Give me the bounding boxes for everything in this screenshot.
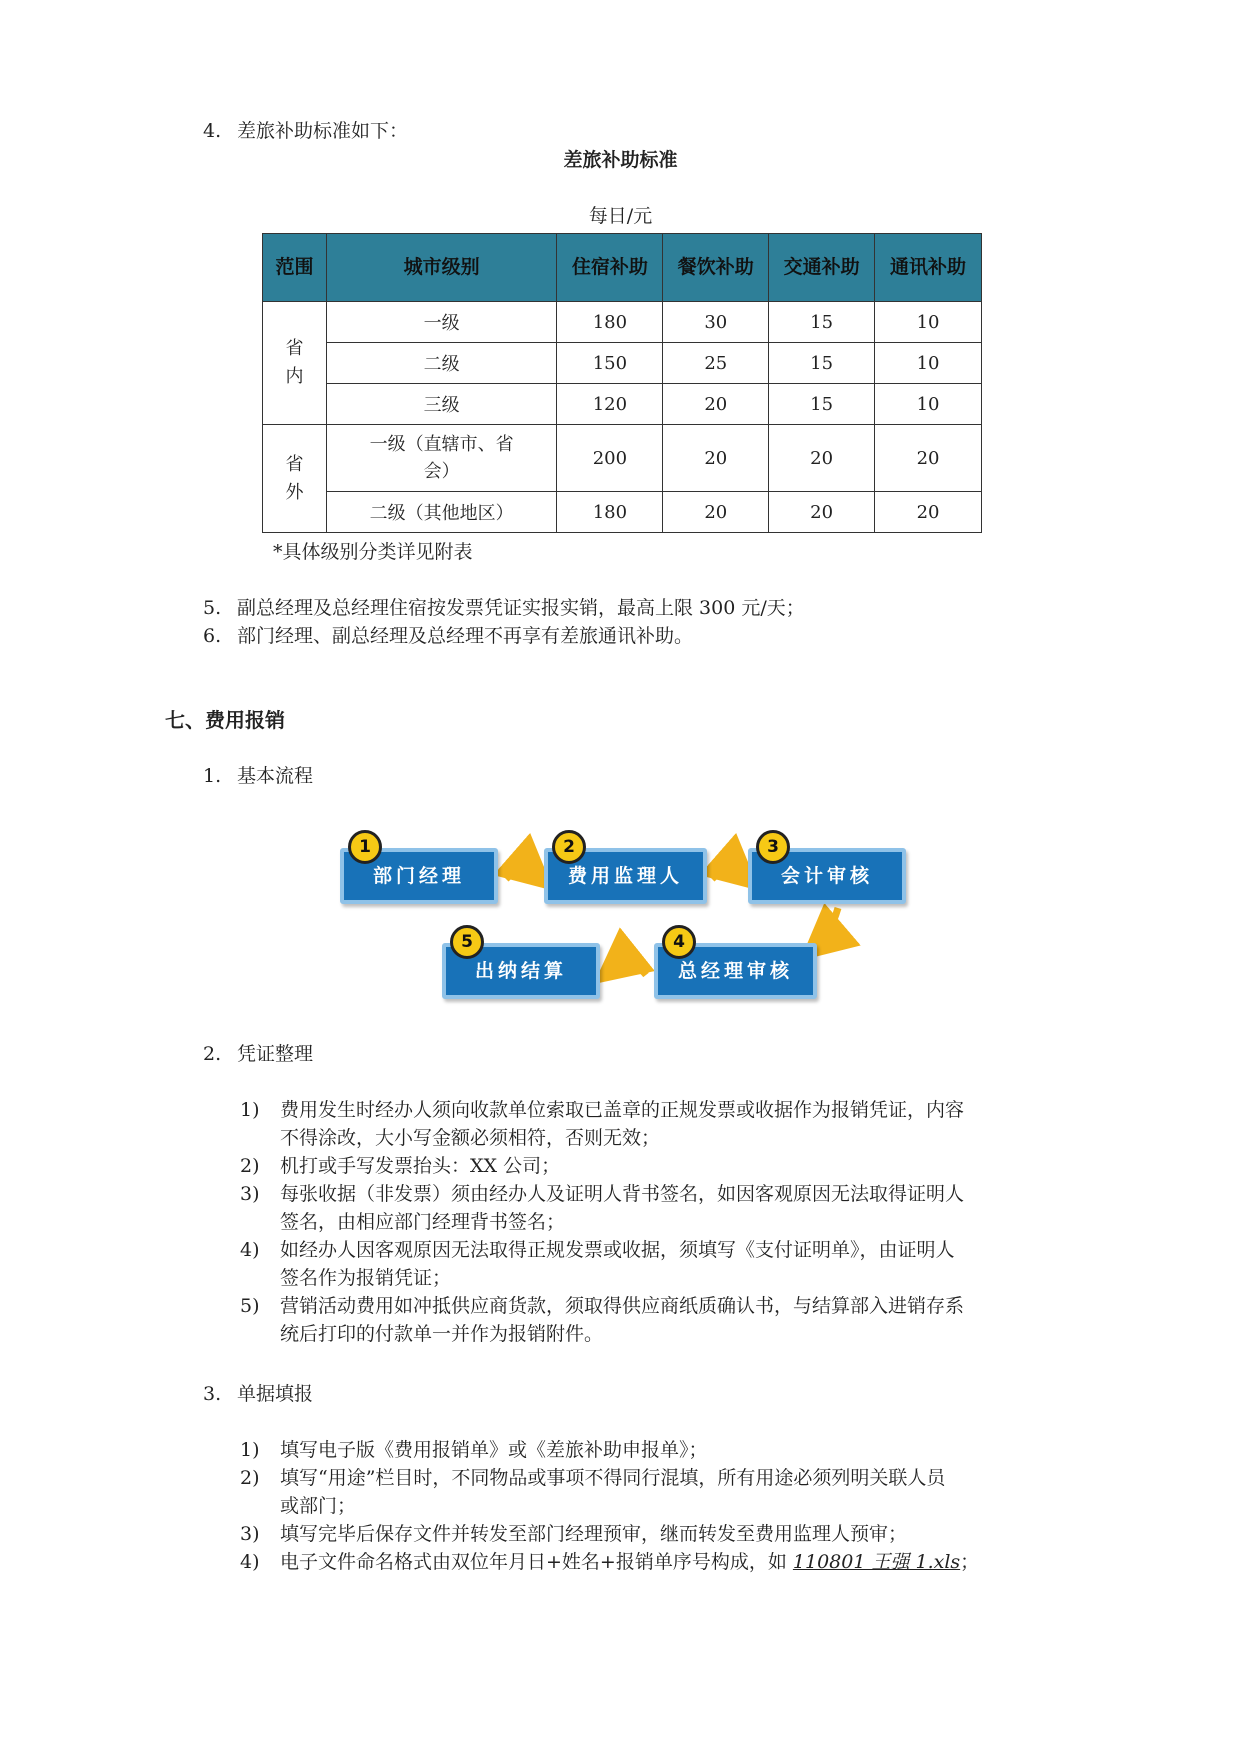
- value-cell: 180: [557, 492, 663, 533]
- value-cell: 15: [769, 343, 875, 384]
- value-cell: 10: [875, 384, 982, 425]
- value-cell: 20: [875, 492, 982, 533]
- list-item: 2) 填写“用途”栏目时，不同物品或事项不得同行混填，所有用途必须列明关联人员: [240, 1467, 946, 1489]
- subsection-3: [203, 1380, 313, 1408]
- table-header-row: [263, 234, 982, 302]
- scope-cell: 省内: [263, 302, 327, 425]
- sub3-list: [240, 1436, 979, 1576]
- header-cell: 住宿补助: [557, 234, 663, 302]
- process-flow-diagram: [330, 825, 930, 1015]
- value-cell: 120: [557, 384, 663, 425]
- list-text: 差旅补助标准如下：: [237, 120, 409, 142]
- list-item-cont: 不得涂改，大小写金额必须相符，否则无效；: [280, 1127, 661, 1149]
- value-cell: 20: [663, 425, 769, 492]
- arrow-icon: [610, 964, 646, 975]
- value-cell: 20: [875, 425, 982, 492]
- value-cell: 20: [663, 384, 769, 425]
- scope-cell: 省外: [263, 425, 327, 533]
- flow-step-expense-supervisor: 费用监理人: [544, 848, 707, 904]
- list-item-4: [203, 117, 408, 145]
- header-cell: 通讯补助: [875, 234, 982, 302]
- list-number: 4.: [203, 120, 222, 142]
- header-cell: 交通补助: [769, 234, 875, 302]
- list-item: 5) 营销活动费用如冲抵供应商货款，须取得供应商纸质确认书，与结算部入进销存系: [240, 1295, 965, 1317]
- level-cell: 二级: [326, 343, 557, 384]
- value-cell: 30: [663, 302, 769, 343]
- value-cell: 15: [769, 384, 875, 425]
- value-cell: 150: [557, 343, 663, 384]
- list-item-5: [203, 594, 805, 622]
- table-row: [263, 384, 982, 425]
- list-item-cont: 或部门；: [280, 1495, 357, 1517]
- flow-step-accounting-review: 会计审核: [748, 848, 906, 904]
- list-item-cont: 签名，由相应部门经理背书签名；: [280, 1211, 566, 1233]
- table-unit: 每日/元: [588, 205, 653, 227]
- list-item: 4) 如经办人因客观原因无法取得正规发票或收据，须填写《支付证明单》，由证明人: [240, 1239, 955, 1261]
- table-row: [263, 425, 982, 492]
- sub2-list: [240, 1096, 964, 1348]
- table-title: 差旅补助标准: [563, 149, 678, 171]
- step-number-badge: 3: [756, 830, 790, 864]
- flow-step-dept-manager: 部门经理: [340, 848, 498, 904]
- step-number-badge: 1: [348, 830, 382, 864]
- list-item: 4) 电子文件命名格式由双位年月日+姓名+报销单序号构成，如 110801 王强 1.xls；: [240, 1551, 980, 1573]
- arrow-icon: [816, 908, 838, 947]
- list-number: 5.: [203, 597, 222, 619]
- list-item-6: [203, 622, 693, 650]
- level-cell: 三级: [326, 384, 557, 425]
- flow-step-gm-review: 总经理审核: [654, 943, 817, 999]
- value-cell: 10: [875, 343, 982, 384]
- value-cell: 200: [557, 425, 663, 492]
- filename-example: 110801 王强 1.xls: [792, 1551, 961, 1573]
- step-number-badge: 4: [662, 925, 696, 959]
- subsection-2: [203, 1040, 313, 1068]
- list-item-cont: 统后打印的付款单一并作为报销附件。: [280, 1323, 604, 1345]
- flow-step-cashier-settlement: 出纳结算: [442, 943, 600, 999]
- header-cell: 餐饮补助: [663, 234, 769, 302]
- table-row: [263, 343, 982, 384]
- level-cell: 一级（直辖市、省会）: [326, 425, 557, 492]
- list-number: 2.: [203, 1043, 222, 1065]
- table-note: *具体级别分类详见附表: [273, 541, 473, 563]
- list-text: 凭证整理: [237, 1043, 314, 1065]
- table-row: [263, 492, 982, 533]
- list-number: 6.: [203, 625, 222, 647]
- step-number-badge: 5: [450, 925, 484, 959]
- list-text: 基本流程: [237, 765, 314, 787]
- header-cell: 范围: [263, 234, 327, 302]
- value-cell: 25: [663, 343, 769, 384]
- arrow-icon: [506, 870, 538, 879]
- list-item-cont: 签名作为报销凭证；: [280, 1267, 452, 1289]
- level-cell: 一级: [326, 302, 557, 343]
- section-heading: 七、费用报销: [165, 708, 285, 732]
- arrow-icon: [712, 870, 744, 879]
- value-cell: 20: [663, 492, 769, 533]
- list-text: 部门经理、副总经理及总经理不再享有差旅通讯补助。: [237, 625, 694, 647]
- list-item: 3) 每张收据（非发票）须由经办人及证明人背书签名，如因客观原因无法取得证明人: [240, 1183, 965, 1205]
- list-item: 1) 填写电子版《费用报销单》或《差旅补助申报单》；: [240, 1439, 708, 1461]
- value-cell: 20: [769, 425, 875, 492]
- step-number-badge: 2: [552, 830, 586, 864]
- list-text: 单据填报: [237, 1383, 314, 1405]
- list-number: 1.: [203, 765, 222, 787]
- value-cell: 15: [769, 302, 875, 343]
- list-item: 2) 机打或手写发票抬头：XX 公司；: [240, 1155, 561, 1177]
- level-cell: 二级（其他地区）: [326, 492, 557, 533]
- list-item: 3) 填写完毕后保存文件并转发至部门经理预审，继而转发至费用监理人预审；: [240, 1523, 908, 1545]
- header-cell: 城市级别: [326, 234, 557, 302]
- list-item: 1) 费用发生时经办人须向收款单位索取已盖章的正规发票或收据作为报销凭证，内容: [240, 1099, 965, 1121]
- list-text: 副总经理及总经理住宿按发票凭证实报实销，最高上限 300 元/天；: [237, 597, 805, 619]
- value-cell: 20: [769, 492, 875, 533]
- value-cell: 180: [557, 302, 663, 343]
- list-number: 3.: [203, 1383, 222, 1405]
- subsection-1: [203, 762, 313, 790]
- table-row: [263, 302, 982, 343]
- value-cell: 10: [875, 302, 982, 343]
- allowance-table: [262, 233, 982, 533]
